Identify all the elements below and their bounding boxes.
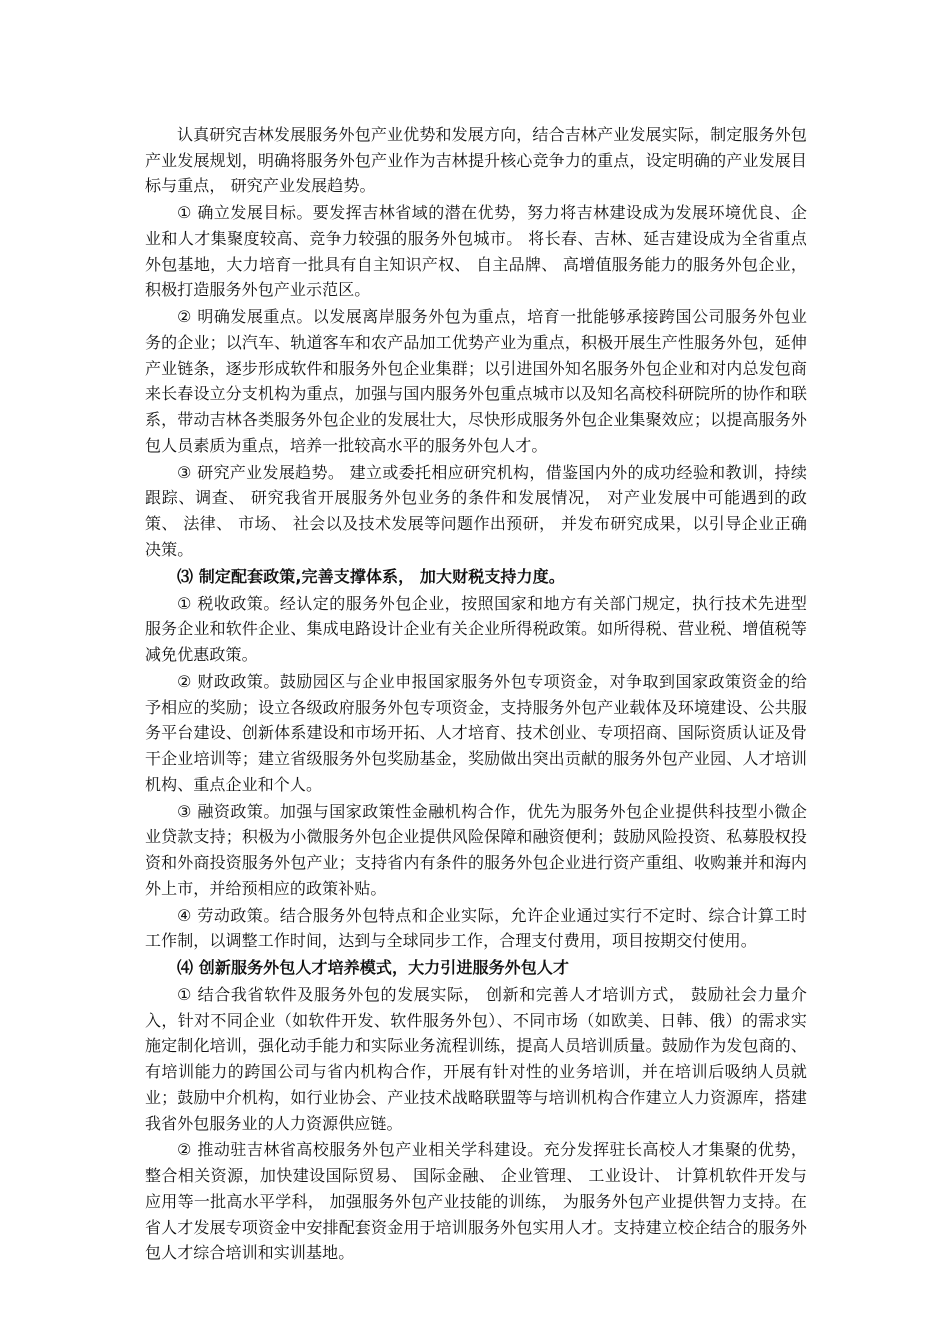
paragraph-talent-training: ① 结合我省软件及服务外包的发展实际， 创新和完善人才培训方式， 鼓励社会力量介入，针对不同企业（如软件开发、软件服务外包）、不同市场（如欧美、日韩、俄）的需求实施定制化培训，强化动手能力和实际业务流程训练，提高人员培训质量。鼓励作为发包商的、有培训能力的跨国公司与省内机构合作，开展有针对性的业务培训，并在培训后吸纳人员就业；鼓励中介机构，如行业协会、产业技术战略联盟等与培训机构合作建立人力资源库，搭建我省外包服务业的人力资源供应链。 xyxy=(145,985,807,1133)
paragraph-intro: 认真研究吉林发展服务外包产业优势和发展方向，结合吉林产业发展实际，制定服务外包产业发展规划，明确将服务外包产业作为吉林提升核心竞争力的重点，设定明确的产业发展目标与重点， 研究产业发展趋势。 xyxy=(145,125,807,196)
paragraph-tax-policy: ① 税收政策。经认定的服务外包企业，按照国家和地方有关部门规定，执行技术先进型服务企业和软件企业、集成电路设计企业有关企业所得税政策。如所得税、营业税、增值税等减免优惠政策。 xyxy=(145,593,807,664)
section-heading-talent: ⑷ 创新服务外包人才培养模式，大力引进服务外包人才 xyxy=(177,958,570,978)
paragraph-labor-policy: ④ 劳动政策。结合服务外包特点和企业实际，允许企业通过实行不定时、综合计算工时工作制，以调整工作时间，达到与全球同步工作，合理支付费用，项目按期交付使用。 xyxy=(145,905,807,951)
paragraph-fiscal-policy: ② 财政政策。鼓励园区与企业申报国家服务外包专项资金，对争取到国家政策资金的给予相应的奖励；设立各级政府服务外包专项资金，支持服务外包产业载体及环境建设、公共服务平台建设、创新体系建设和市场开拓、人才培育、技术创业、专项招商、国际资质认证及骨干企业培训等；建立省级服务外包奖励基金，奖励做出突出贡献的服务外包产业园、人才培训机构、重点企业和个人。 xyxy=(145,671,807,794)
document-page xyxy=(145,122,807,1267)
section-heading-policies: ⑶ 制定配套政策,完善支撑体系， 加大财税支持力度。 xyxy=(177,566,565,586)
paragraph-industry-trends: ③ 研究产业发展趋势。 建立或委托相应研究机构，借鉴国内外的成功经验和教训，持续跟踪、调查、 研究我省开展服务外包业务的条件和发展情况， 对产业发展中可能遇到的政策、 法律、 市场、 社会以及技术发展等问题作出预研， 并发布研究成果，以引导企业正确决策。 xyxy=(145,462,807,559)
paragraph-university-disciplines: ② 推动驻吉林省高校服务外包产业相关学科建设。充分发挥驻长高校人才集聚的优势， 整合相关资源，加快建设国际贸易、 国际金融、 企业管理、 工业设计、 计算机软件开发与应用等一批高水平学科， 加强服务外包产业技能的训练， 为服务外包产业提供智力支持。在省人才发展专项资金中安排配套资金用于培训服务外包实用人才。支持建立校企结合的服务外包人才综合培训和实训基地。 xyxy=(145,1140,807,1263)
paragraph-development-goal: ① 确立发展目标。要发挥吉林省域的潜在优势，努力将吉林建设成为发展环境优良、企业和人才集聚度较高、竞争力较强的服务外包城市。 将长春、吉林、延吉建设成为全省重点外包基地，大力培育一批具有自主知识产权、 自主品牌、 高增值服务能力的服务外包企业，积极打造服务外包产业示范区。 xyxy=(145,203,807,300)
paragraph-financing-policy: ③ 融资政策。加强与国家政策性金融机构合作，优先为服务外包企业提供科技型小微企业贷款支持；积极为小微服务外包企业提供风险保障和融资便利；鼓励风险投资、私募股权投资和外商投资服务外包产业；支持省内有条件的服务外包企业进行资产重组、收购兼并和海内外上市，并给预相应的政策补贴。 xyxy=(145,801,807,898)
paragraph-development-focus: ② 明确发展重点。以发展离岸服务外包为重点，培育一批能够承接跨国公司服务外包业务的企业；以汽车、轨道客车和农产品加工优势产业为重点，积极开展生产性服务外包，延伸产业链条，逐步形成软件和服务外包企业集群；以引进国外知名服务外包企业和对内总发包商来长春设立分支机构为重点，加强与国内服务外包重点城市以及知名高校科研院所的协作和联系，带动吉林各类服务外包企业的发展壮大，尽快形成服务外包企业集聚效应；以提高服务外包人员素质为重点，培养一批较高水平的服务外包人才。 xyxy=(145,307,807,455)
